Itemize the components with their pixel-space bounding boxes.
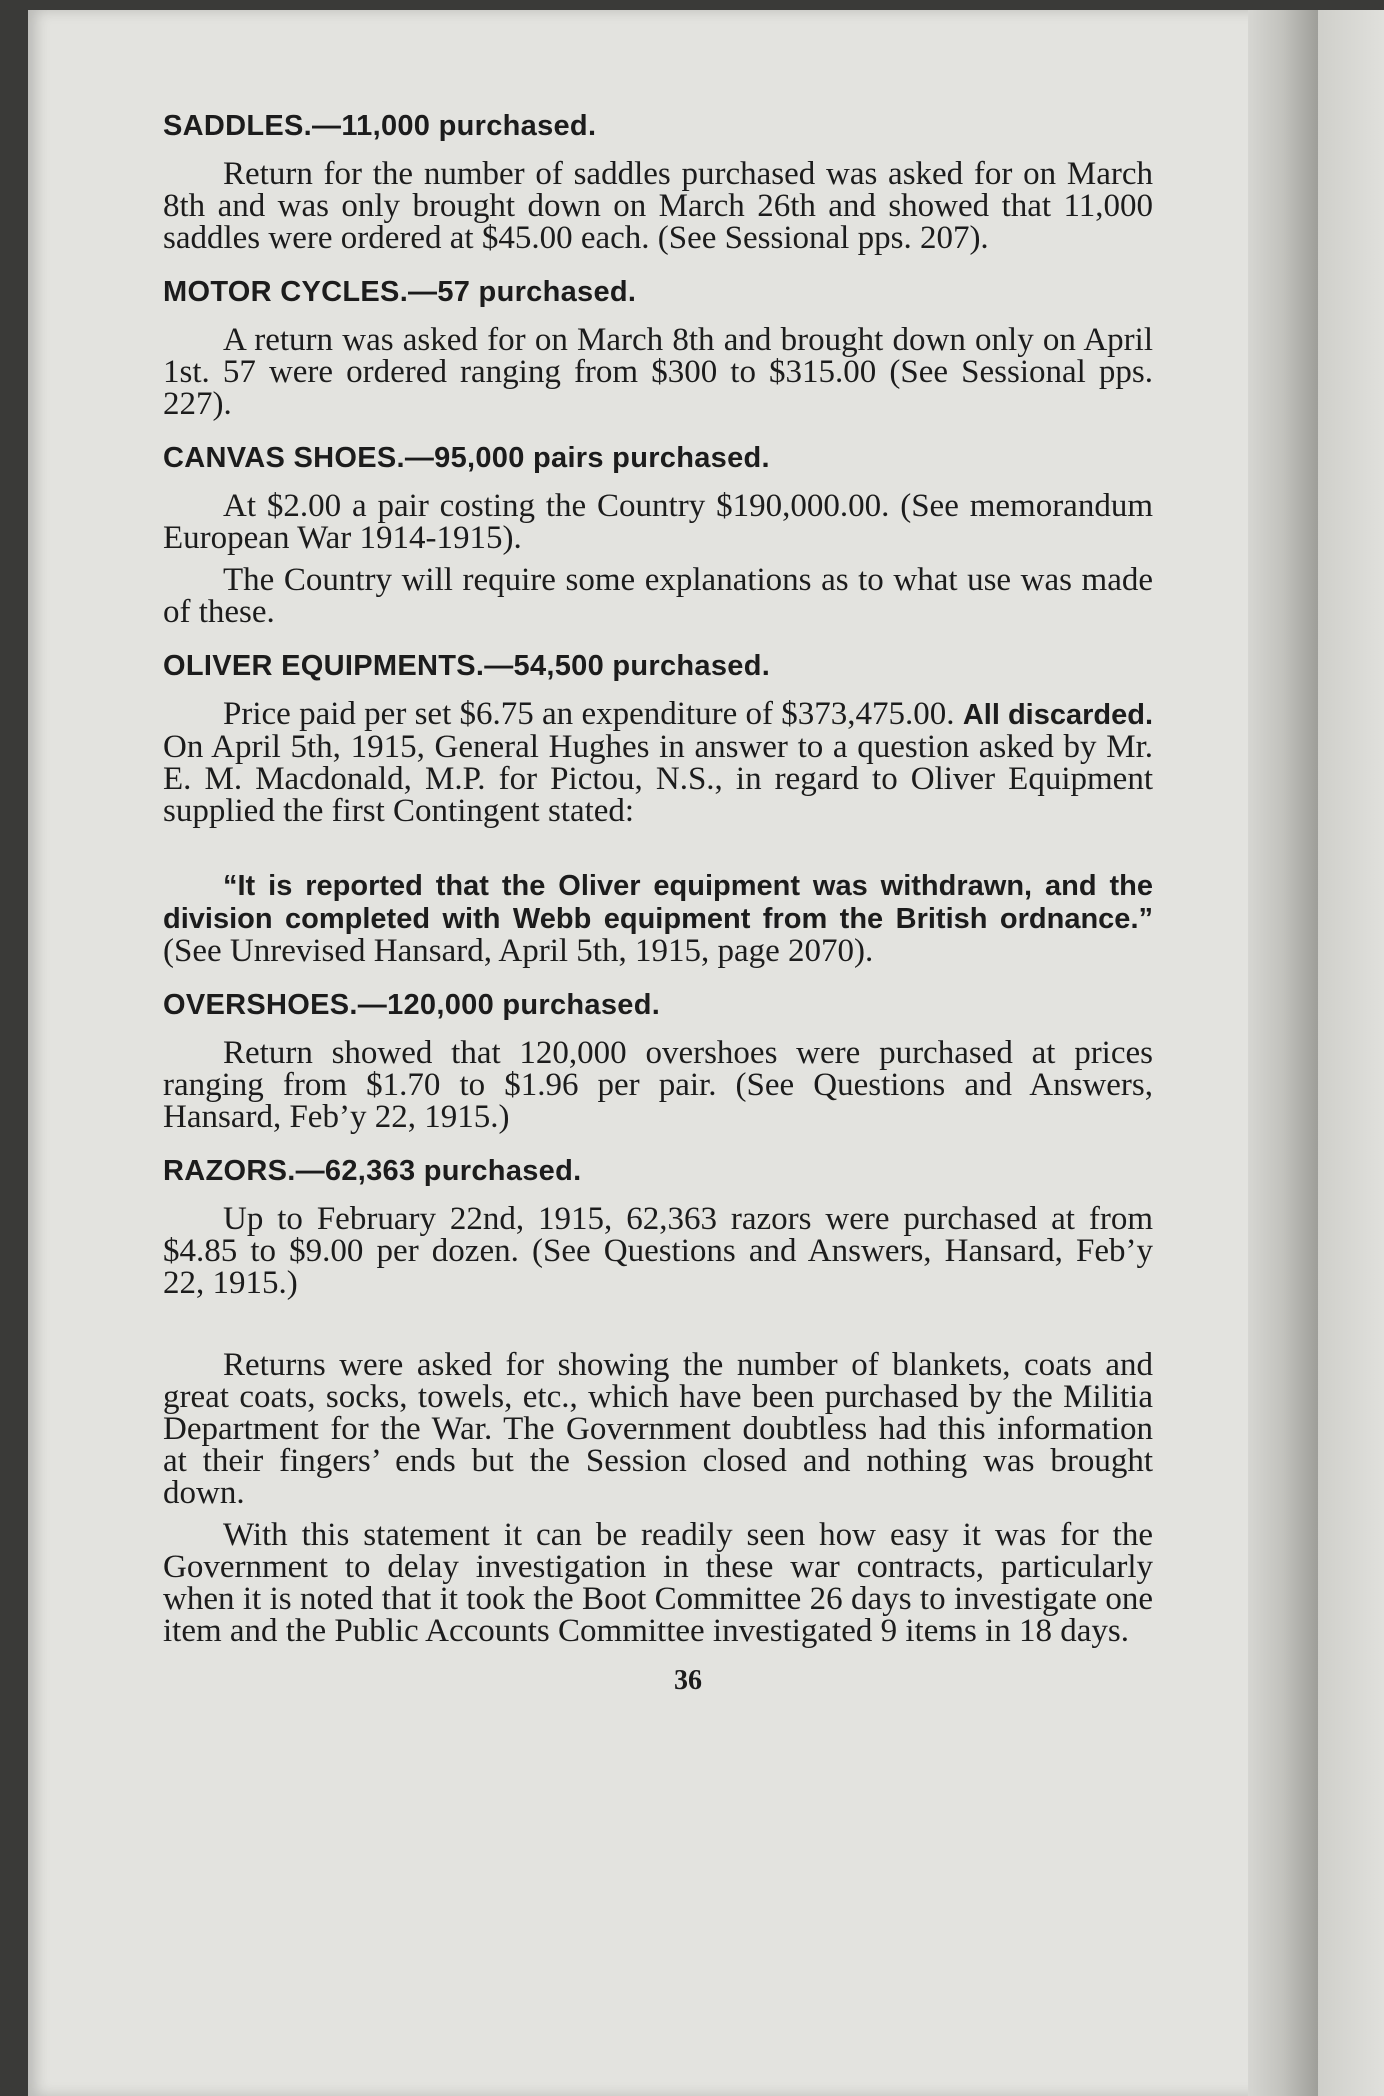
page-content — [163, 110, 1153, 1697]
section-razors — [163, 1155, 1153, 1299]
section-heading: RAZORS.—62,363 purchased. — [163, 1155, 582, 1187]
section-saddles — [163, 110, 1153, 254]
section-overshoes — [163, 989, 1153, 1133]
section-paragraph: Return for the number of saddles purchased was asked for on March 8th and was only brought down on March 26th and showed that 11,000 saddles were ordered at $45.00 each. (See Sessional pps. 207). — [163, 156, 1153, 256]
quote-citation: (See Unrevised Hansard, April 5th, 1915, page 2070). — [163, 933, 874, 969]
section-motor-cycles — [163, 276, 1153, 420]
quote-text: “It is reported that the Oliver equipment was withdrawn, and the division completed with Webb equipment from the British ordnance.” — [163, 870, 1153, 935]
section-oliver-equipments — [163, 650, 1153, 967]
section-paragraph — [163, 698, 1153, 827]
paragraph-start: Price paid per set $6.75 an expenditure of $373,475.00. — [223, 696, 955, 732]
page-spine-shadow — [1248, 10, 1318, 2096]
hansard-quote — [163, 869, 1153, 967]
paragraph-emphasis: All discarded. — [962, 699, 1154, 731]
section-paragraph: A return was asked for on March 8th and brought down only on April 1st. 57 were ordered ranging from $300 to $315.00 (See Sessional pps. 227). — [163, 322, 1153, 422]
section-paragraph: Return showed that 120,000 overshoes were purchased at prices ranging from $1.70 to $1.96 per pair. (See Questions and Answers, Hansard, Feb’y 22, 1915.) — [163, 1035, 1153, 1135]
section-paragraph: The Country will require some explanations as to what use was made of these. — [163, 562, 1153, 630]
closing-paragraph: With this statement it can be readily seen how easy it was for the Government to delay investigation in these war contracts, particularly when it is noted that it took the Boot Committee 26 days to investigate one item and the Public Accounts Committee investigated 9 items in 18 days. — [163, 1517, 1153, 1649]
page-number: 36 — [674, 1665, 702, 1696]
paragraph-rest: On April 5th, 1915, General Hughes in answer to a question asked by Mr. E. M. Macdonald, M.P. for Pictou, N.S., in regard to Oliver Equipment supplied the first Contingent stated: — [163, 729, 1153, 829]
section-heading: CANVAS SHOES.—95,000 pairs purchased. — [163, 442, 770, 474]
closing-paragraph: Returns were asked for showing the number of blankets, coats and great coats, socks, towels, etc., which have been purchased by the Militia Department for the War. The Government doubtless had this information at their fingers’ ends but the Session closed and nothing was brought down. — [163, 1347, 1153, 1511]
spacer — [163, 1321, 1153, 1349]
section-heading: SADDLES.—11,000 purchased. — [163, 110, 597, 142]
section-heading: OLIVER EQUIPMENTS.—54,500 purchased. — [163, 650, 771, 682]
adjacent-page-edge — [1318, 10, 1384, 2096]
section-heading: MOTOR CYCLES.—57 purchased. — [163, 276, 637, 308]
section-canvas-shoes — [163, 442, 1153, 628]
section-paragraph: At $2.00 a pair costing the Country $190,000.00. (See memorandum European War 1914-1915). — [163, 488, 1153, 556]
section-paragraph: Up to February 22nd, 1915, 62,363 razors were purchased at from $4.85 to $9.00 per dozen. (See Questions and Answers, Hansard, Feb’y 22, 1915.) — [163, 1201, 1153, 1301]
section-heading: OVERSHOES.—120,000 purchased. — [163, 989, 661, 1021]
